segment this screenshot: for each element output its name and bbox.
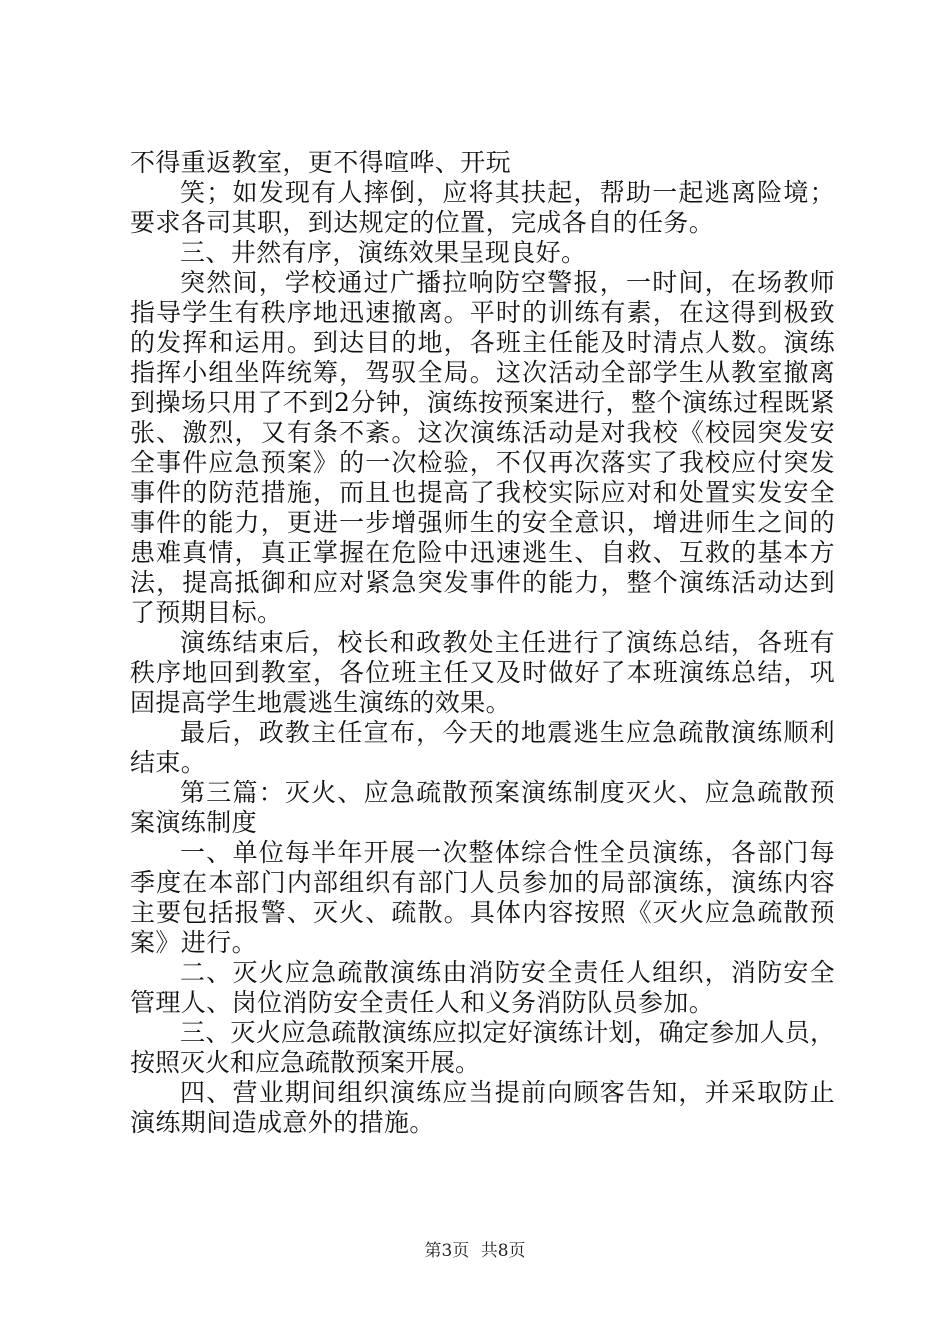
paragraph-4: 突然间，学校通过广播拉响防空警报，一时间，在场教师指导学生有秩序地迅速撤离。平时的训练有素，在这得到极致的发挥和运用。到达目的地，各班主任能及时清点人数。演练指挥小组坐阵统筹，驾驭全局。这次活动全部学生从教室撤离到操场只用了不到2分钟，演练按预案进行，整个演练过程既紧张、激烈，又有条不紊。这次演练活动是对我校《校园突发安全事件应急预案》的一次检验，不仅再次落实了我校应付突发事件的防范措施，而且也提高了我校实际应对和处置实发安全事件的能力，更进一步增强师生的安全意识，增进师生之间的患难真情，真正掌握在危险中迅速逃生、自救、互救的基本方法，提高抵御和应对紧急突发事件的能力，整个演练活动达到了预期目标。: [130, 268, 835, 627]
page-footer: [0, 1236, 950, 1261]
paragraph-11: 四、营业期间组织演练应当提前向顾客告知，并采取防止演练期间造成意外的措施。: [130, 1078, 835, 1137]
paragraph-5: 演练结束后，校长和政教处主任进行了演练总结，各班有秩序地回到教室，各位班主任又及时做好了本班演练总结，巩固提高学生地震逃生演练的效果。: [130, 628, 835, 717]
paragraph-6: 最后，政教主任宣布，今天的地震逃生应急疏散演练顺利结束。: [130, 718, 835, 777]
paragraph-1: 不得重返教室，更不得喧哗、开玩: [130, 148, 512, 177]
paragraph-2: 笑；如发现有人摔倒，应将其扶起，帮助一起逃离险境；要求各司其职，到达规定的位置，完成各自的任务。: [130, 178, 835, 237]
paragraph-8: 一、单位每半年开展一次整体综合性全员演练，各部门每季度在本部门内部组织有部门人员参加的局部演练，演练内容主要包括报警、灭火、疏散。具体内容按照《灭火应急疏散预案》进行。: [130, 838, 835, 957]
chapter-heading: 第三篇：灭火、应急疏散预案演练制度灭火、应急疏散预案演练制度: [130, 778, 835, 837]
page-number: 第3页: [424, 1241, 470, 1261]
section-heading-3: 三、井然有序，演练效果呈现良好。: [180, 238, 587, 267]
page-total: 共8页: [480, 1241, 526, 1261]
paragraph-9: 二、灭火应急疏散演练由消防安全责任人组织，消防安全管理人、岗位消防安全责任人和义务消防队员参加。: [130, 958, 835, 1017]
document-body: [130, 148, 835, 1138]
paragraph-10: 三、灭火应急疏散演练应拟定好演练计划，确定参加人员，按照灭火和应急疏散预案开展。: [130, 1018, 835, 1077]
